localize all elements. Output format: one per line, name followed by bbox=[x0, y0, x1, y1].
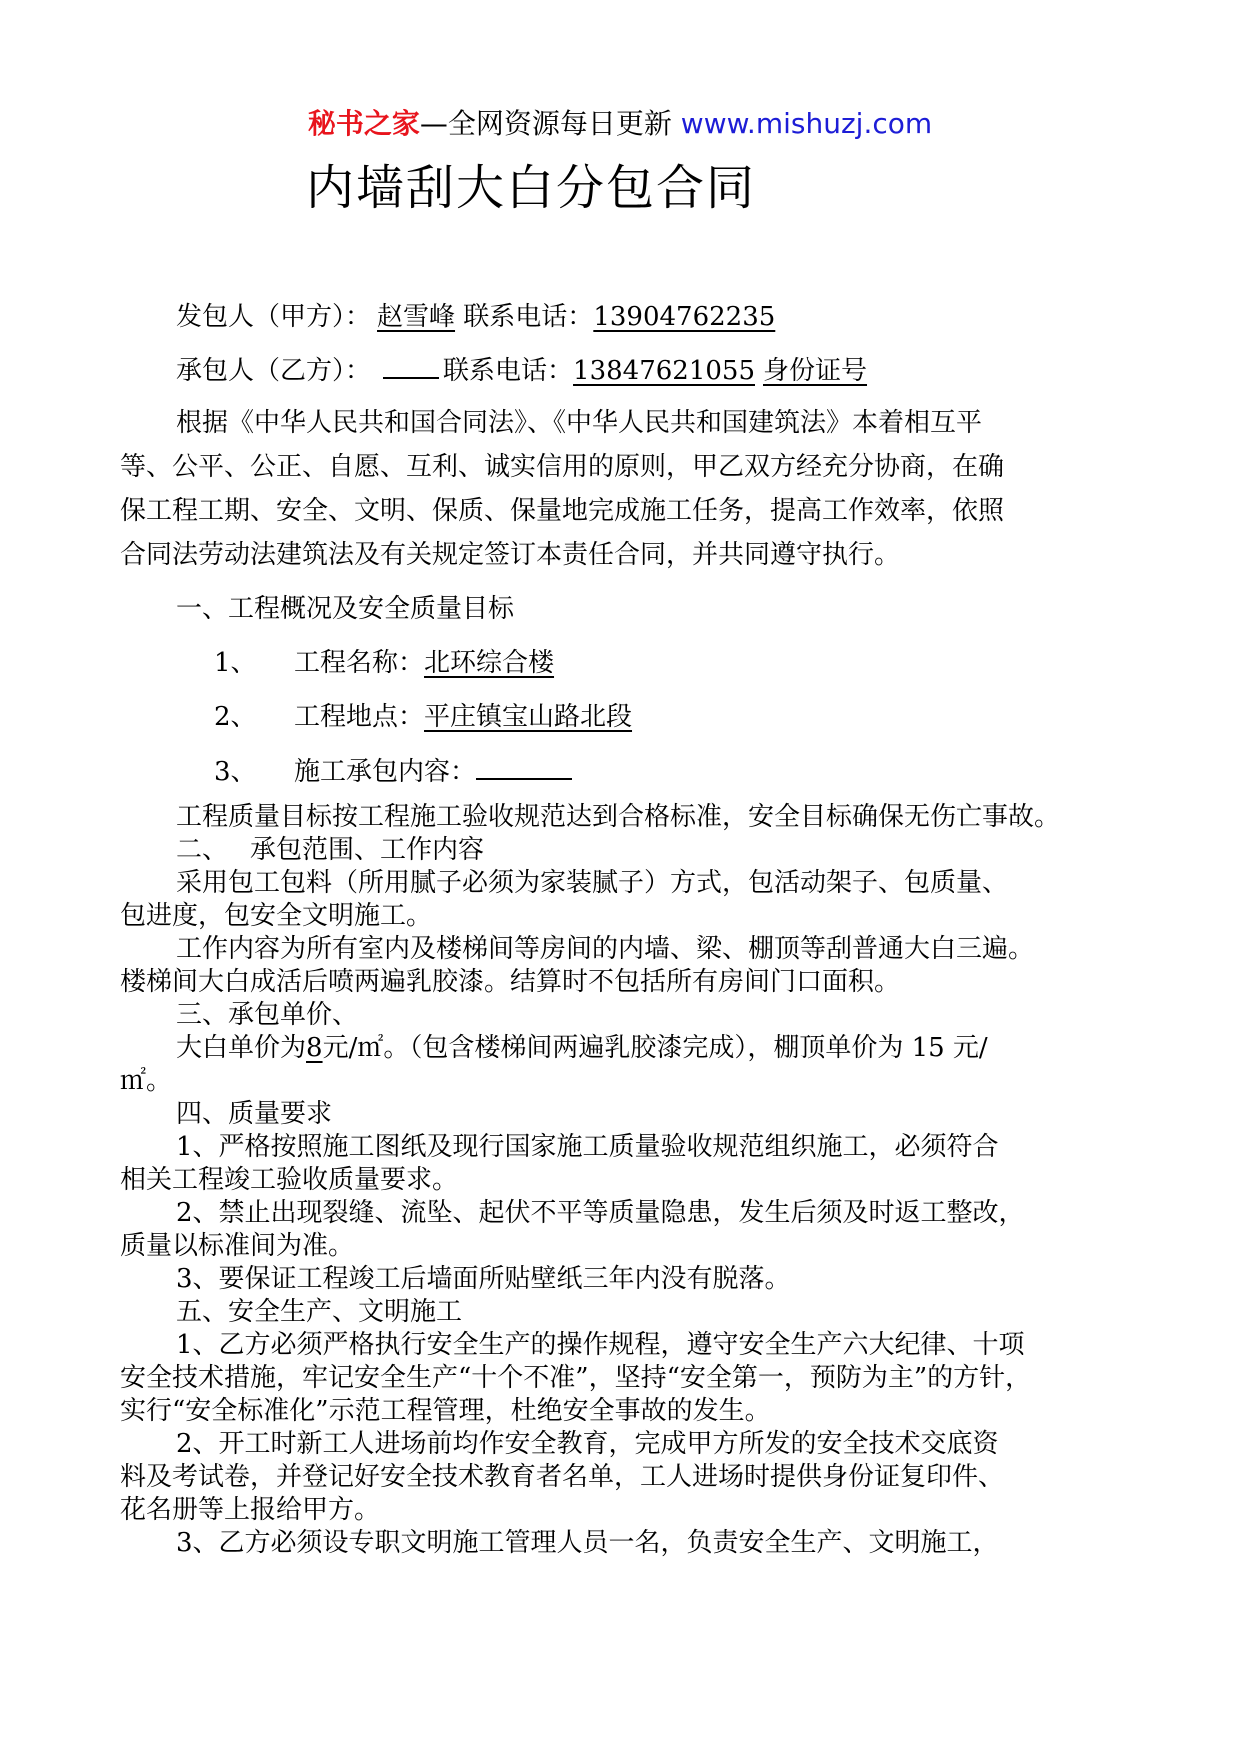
party-b-label: 承包人（乙方）： bbox=[176, 356, 372, 386]
section5-line: 料及考试卷，并登记好安全技术教育者名单，工人进场时提供身份证复印件、 bbox=[120, 1462, 1005, 1492]
section2-line: 采用包工包料（所用腻子必须为家装腻子）方式，包活动架子、包质量、 bbox=[176, 868, 1009, 898]
section3-unit-line: ㎡。 bbox=[120, 1066, 173, 1096]
section4-line: 1、严格按照施工图纸及现行国家施工质量验收规范组织施工，必须符合 bbox=[176, 1132, 999, 1162]
section4-line: 3、要保证工程竣工后墙面所贴壁纸三年内没有脱落。 bbox=[176, 1264, 791, 1294]
section2-heading-text: 承包范围、工作内容 bbox=[250, 835, 485, 865]
document-title: 内墙刮大白分包合同 bbox=[306, 160, 757, 216]
section4-line: 相关工程竣工验收质量要求。 bbox=[120, 1165, 459, 1195]
section5-heading: 五、安全生产、文明施工 bbox=[176, 1297, 463, 1327]
price-value: 8 bbox=[306, 1033, 323, 1063]
party-b-name-blank bbox=[383, 353, 439, 379]
banner-brand: 秘书之家 bbox=[307, 107, 420, 140]
section1-item bbox=[214, 700, 632, 734]
section5-line: 2、开工时新工人进场前均作安全教育，完成甲方所发的安全技术交底资 bbox=[176, 1429, 999, 1459]
banner-url[interactable]: www.mishuzj.com bbox=[680, 107, 933, 140]
party-b-phone: 13847621055 bbox=[573, 356, 755, 386]
party-a-line bbox=[176, 300, 775, 334]
section5-line: 1、乙方必须严格执行安全生产的操作规程，遵守安全生产六大纪律、十项 bbox=[176, 1330, 1025, 1360]
section1-item bbox=[214, 754, 572, 789]
party-a-name: 赵雪峰 bbox=[377, 302, 456, 332]
party-b-phone-label: 联系电话： bbox=[443, 356, 574, 386]
section4-line: 2、禁止出现裂缝、流坠、起伏不平等质量隐患，发生后须及时返工整改， bbox=[176, 1198, 1025, 1228]
item-label: 工程名称： bbox=[294, 648, 425, 678]
price-suffix: 元/㎡。（包含楼梯间两遍乳胶漆完成），棚顶单价为 15 元/ bbox=[322, 1033, 988, 1063]
section1-heading: 一、工程概况及安全质量目标 bbox=[176, 594, 515, 624]
party-b-id-label: 身份证号 bbox=[763, 356, 868, 386]
party-a-phone: 13904762235 bbox=[593, 302, 776, 332]
section5-line: 3、乙方必须设专职文明施工管理人员一名，负责安全生产、文明施工， bbox=[176, 1528, 999, 1558]
banner-slogan: —全网资源每日更新 bbox=[419, 107, 672, 140]
section3-heading: 三、承包单价、 bbox=[176, 1000, 359, 1030]
section2-line: 工作内容为所有室内及楼梯间等房间的内墙、梁、棚顶等刮普通大白三遍。 bbox=[176, 934, 1035, 964]
item-value: 平庄镇宝山路北段 bbox=[424, 702, 633, 732]
section4-line: 质量以标准间为准。 bbox=[120, 1231, 355, 1261]
section2-heading bbox=[176, 833, 484, 867]
site-banner bbox=[0, 102, 1240, 146]
preamble-line: 合同法劳动法建筑法及有关规定签订本责任合同，并共同遵守执行。 bbox=[120, 540, 901, 570]
section2-line: 楼梯间大白成活后喷两遍乳胶漆。结算时不包括所有房间门口面积。 bbox=[120, 967, 901, 997]
party-b-line bbox=[176, 353, 867, 388]
price-prefix: 大白单价为 bbox=[176, 1033, 307, 1063]
item-label: 工程地点： bbox=[294, 702, 425, 732]
party-a-phone-label: 联系电话： bbox=[463, 302, 594, 332]
section4-heading: 四、质量要求 bbox=[176, 1099, 333, 1129]
preamble-line: 等、公平、公正、自愿、互利、诚实信用的原则，甲乙双方经充分协商，在确 bbox=[120, 452, 1005, 482]
section5-line: 花名册等上报给甲方。 bbox=[120, 1495, 381, 1525]
preamble-line: 保工程工期、安全、文明、保质、保量地完成施工任务，提高工作效率，依照 bbox=[120, 496, 1005, 526]
item-number: 1、 bbox=[214, 648, 257, 678]
party-a-label: 发包人（甲方）： bbox=[176, 302, 372, 332]
section2-line: 包进度，包安全文明施工。 bbox=[120, 901, 433, 931]
preamble-line: 根据《中华人民共和国合同法》、《中华人民共和国建筑法》本着相互平 bbox=[176, 408, 983, 438]
item-number: 3、 bbox=[214, 757, 257, 787]
section2-heading-num: 二、 bbox=[176, 835, 229, 865]
section3-price-line bbox=[176, 1031, 988, 1065]
item-value: 北环综合楼 bbox=[424, 648, 555, 678]
section5-line: 安全技术措施，牢记安全生产“十个不准”，坚持“安全第一，预防为主”的方针， bbox=[120, 1363, 1032, 1393]
item-value-blank bbox=[476, 754, 572, 780]
section5-line: 实行“安全标准化”示范工程管理，杜绝安全事故的发生。 bbox=[120, 1396, 771, 1426]
item-label: 施工承包内容： bbox=[294, 757, 477, 787]
section1-goal: 工程质量目标按工程施工验收规范达到合格标准，安全目标确保无伤亡事故。 bbox=[176, 802, 1061, 832]
item-number: 2、 bbox=[214, 702, 257, 732]
section1-item bbox=[214, 646, 554, 680]
